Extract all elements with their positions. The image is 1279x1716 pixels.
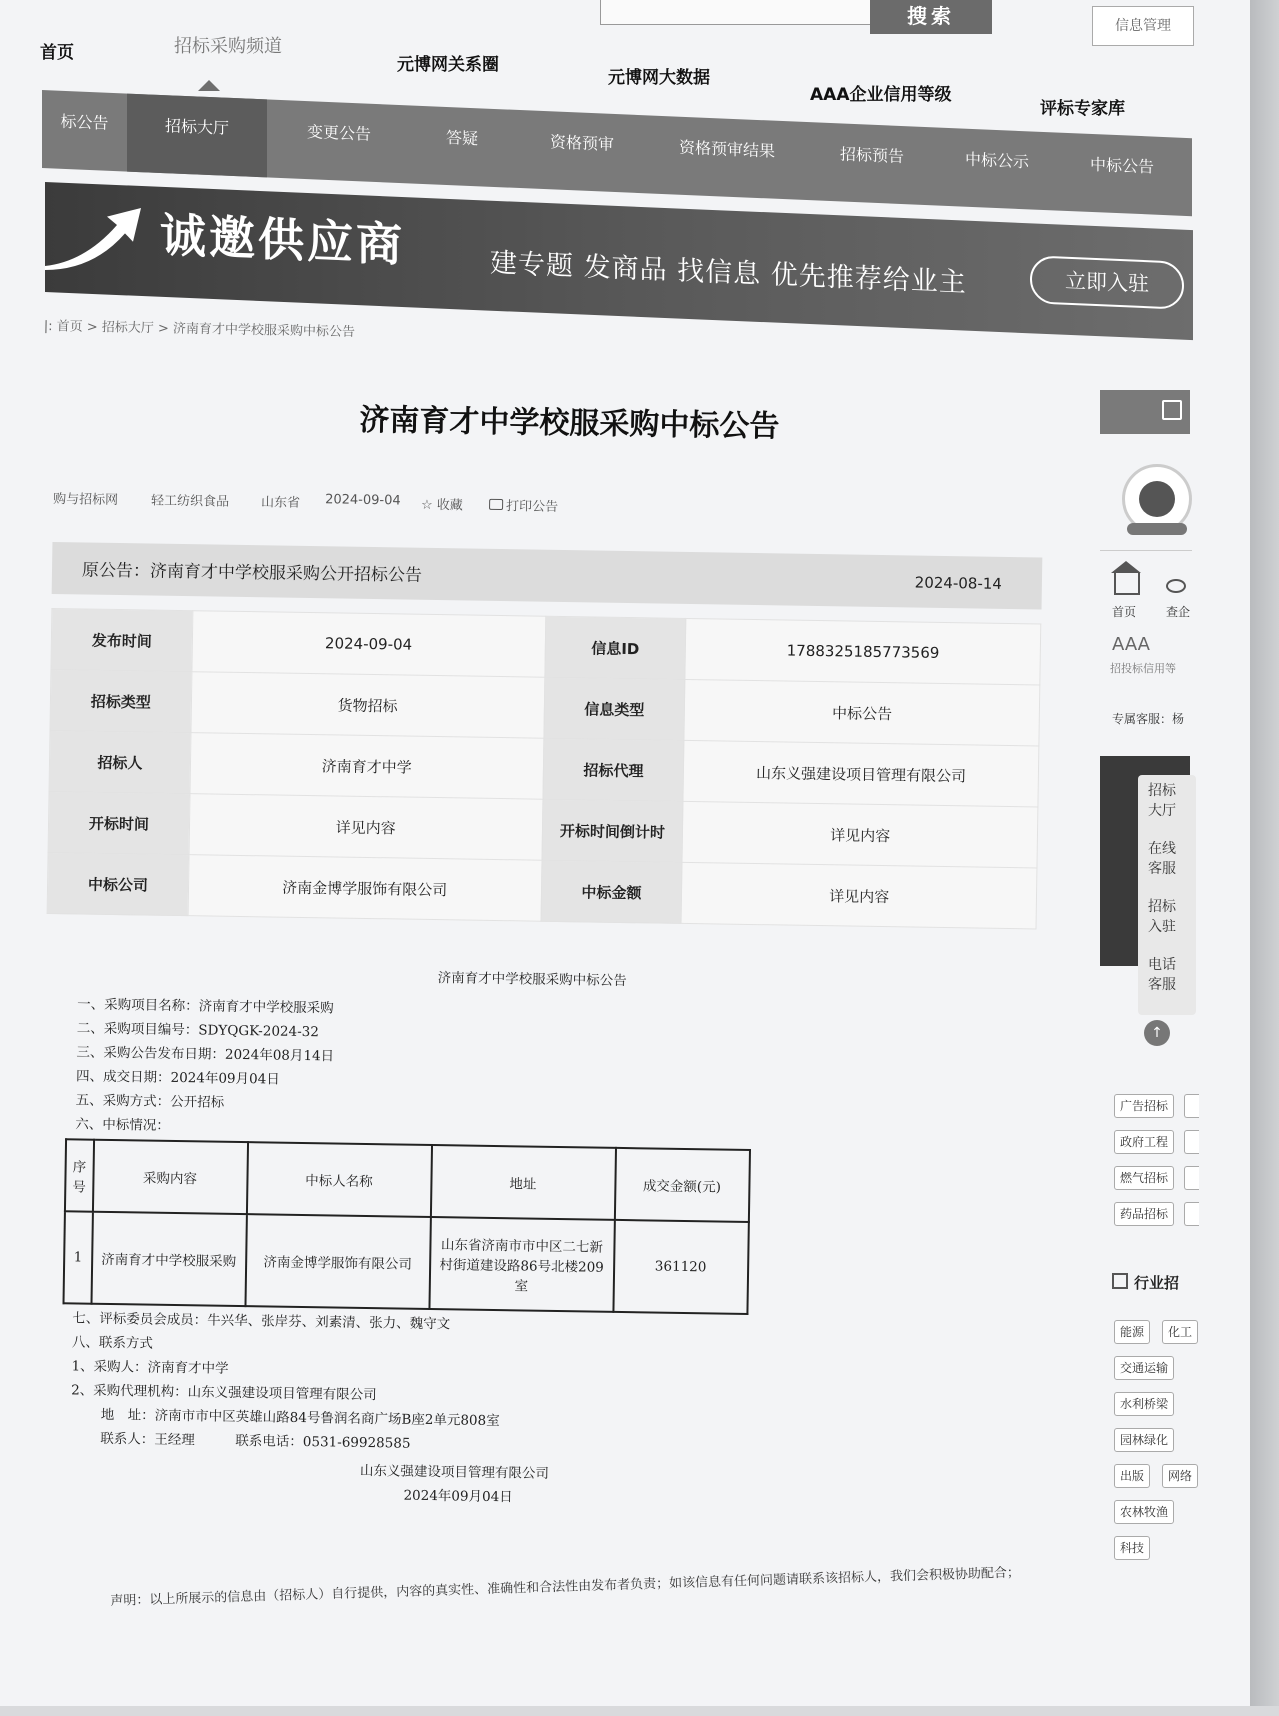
cell-key: 开标时间倒计时 xyxy=(542,799,684,862)
col-header-index: 序号 xyxy=(65,1139,94,1211)
doc-line: 1、采购人：济南育才中学 xyxy=(71,1358,229,1377)
original-notice-link[interactable]: 原公告：济南育才中学校服采购公开招标公告 xyxy=(81,560,423,586)
breadcrumb[interactable]: |: 首页 > 招标大厅 > 济南育才中学校服采购中标公告 xyxy=(43,318,356,340)
cell-key: 开标时间 xyxy=(48,791,190,854)
eye-icon[interactable] xyxy=(1166,579,1186,593)
cell-key: 中标公司 xyxy=(47,852,189,915)
doc-line: 联系人：王经理 联系电话：0531-69928585 xyxy=(100,1430,411,1452)
doc-line: 地 址：济南市市中区英雄山路84号鲁润名商广场B座2单元808室 xyxy=(100,1406,500,1430)
tag-chip-cut[interactable] xyxy=(1184,1166,1199,1190)
active-nav-indicator xyxy=(198,80,220,91)
nav-bidding-channel[interactable]: 招标采购频道 xyxy=(174,36,282,57)
tag-chip[interactable]: 能源 xyxy=(1114,1320,1150,1344)
search-input[interactable] xyxy=(600,0,872,25)
home-icon[interactable] xyxy=(1114,573,1140,595)
cell-value: 济南金博学服饰有限公司 xyxy=(188,855,542,922)
float-bid-hall[interactable]: 招标大厅 xyxy=(1148,783,1176,819)
tab-qa[interactable]: 答疑 xyxy=(445,127,478,149)
list-icon xyxy=(1112,1273,1128,1289)
tag-chip-cut[interactable] xyxy=(1184,1202,1199,1226)
cell-value: 详见内容 xyxy=(682,801,1037,868)
industry-section-title xyxy=(1112,1272,1179,1293)
doc-line: 七、评标委员会成员：牛兴华、张岸芬、刘素清、张力、魏守文 xyxy=(72,1310,451,1333)
industry-title-label: 行业招 xyxy=(1134,1274,1180,1292)
cell-key: 信息ID xyxy=(544,616,686,679)
cell-key: 中标金额 xyxy=(541,860,683,923)
meta-site[interactable]: 购与招标网 xyxy=(53,491,119,509)
tab-bid-forecast[interactable]: 招标预告 xyxy=(839,144,904,167)
page-edge xyxy=(1250,0,1279,1706)
tab-bid-hall[interactable]: 招标大厅 xyxy=(127,94,267,178)
sidebar-quicklinks xyxy=(1100,550,1192,631)
document-title: 济南育才中学校服采购中标公告 xyxy=(437,970,627,990)
doc-line: 一、采购项目名称：济南育才中学校服采购 xyxy=(77,996,334,1017)
tag-chip[interactable]: 科技 xyxy=(1114,1536,1150,1560)
float-online-service[interactable]: 在线客服 xyxy=(1148,841,1176,877)
disclaimer: 声明：以上所展示的信息由（招标人）自行提供，内容的真实性、准确性和合法性由发布者负责；如该信息有任何问题请联系该招标人，我们会积极协助配合； xyxy=(110,1565,1021,1609)
cell-value: 详见内容 xyxy=(189,794,543,861)
edit-bar[interactable] xyxy=(1100,390,1190,434)
nav-expert-library[interactable]: 评标专家库 xyxy=(1040,99,1125,119)
print-button[interactable] xyxy=(489,495,558,515)
float-join[interactable]: 招标入驻 xyxy=(1148,899,1176,935)
nav-home[interactable]: 首页 xyxy=(40,43,74,63)
sidebar-home-label[interactable]: 首页 xyxy=(1112,605,1137,619)
tab-prequalification[interactable]: 资格预审 xyxy=(549,132,614,154)
cell-content: 济南育才中学校服采购 xyxy=(91,1212,246,1306)
page-title: 济南育才中学校服采购中标公告 xyxy=(359,402,780,445)
tag-chip-cut[interactable] xyxy=(1184,1094,1199,1118)
cell-amount: 361120 xyxy=(613,1220,748,1314)
cell-winner: 济南金博学服饰有限公司 xyxy=(245,1214,430,1309)
tag-chip[interactable]: 出版 xyxy=(1114,1464,1150,1488)
original-notice[interactable] xyxy=(52,542,1043,610)
article xyxy=(34,380,1055,1716)
logo-badge xyxy=(1127,523,1187,535)
cell-value: 货物招标 xyxy=(191,672,545,739)
doc-line: 二、采购项目编号：SDYQGK-2024-32 xyxy=(76,1020,320,1041)
doc-line: 2、采购代理机构：山东义强建设项目管理有限公司 xyxy=(71,1382,377,1404)
tag-chip[interactable]: 药品招标 xyxy=(1114,1202,1174,1226)
cell-key: 招标代理 xyxy=(543,738,685,801)
banner-slogan: 建专题 发商品 找信息 优先推荐给业主 xyxy=(490,247,967,299)
nav-relation-circle[interactable]: 元博网关系圈 xyxy=(397,55,499,75)
table-row xyxy=(63,1211,748,1314)
search-button[interactable]: 搜索 xyxy=(870,0,992,34)
tag-chip[interactable]: 广告招标 xyxy=(1114,1094,1174,1118)
col-header-address: 地址 xyxy=(430,1145,615,1220)
col-header-amount: 成交金额(元) xyxy=(614,1148,749,1222)
info-table xyxy=(47,608,1042,930)
cell-key: 发布时间 xyxy=(51,608,193,671)
doc-line: 六、中标情况： xyxy=(75,1116,170,1134)
doc-line: 三、采购公告发布日期：2024年08月14日 xyxy=(76,1044,335,1065)
signature-company: 山东义强建设项目管理有限公司 xyxy=(359,1462,550,1482)
award-table xyxy=(62,1138,750,1315)
cell-value: 详见内容 xyxy=(681,862,1036,929)
tag-chip-cut[interactable] xyxy=(1184,1130,1199,1154)
meta-industry[interactable]: 轻工纺织食品 xyxy=(150,493,230,510)
tag-chip[interactable]: 农林牧渔 xyxy=(1114,1500,1174,1524)
article-meta xyxy=(53,488,1053,515)
printer-icon xyxy=(489,499,503,510)
col-header-winner: 中标人名称 xyxy=(246,1142,431,1217)
tag-chip[interactable]: 水利桥梁 xyxy=(1114,1392,1174,1416)
col-header-content: 采购内容 xyxy=(92,1140,247,1214)
cell-value: 1788325185773569 xyxy=(685,618,1040,685)
tab-prequal-result[interactable]: 资格预审结果 xyxy=(678,137,775,161)
cell-value: 山东义强建设项目管理有限公司 xyxy=(683,740,1038,807)
right-sidebar xyxy=(1098,390,1250,1610)
company-logo xyxy=(1122,464,1192,534)
tab-notice[interactable]: 标公告 xyxy=(60,111,109,133)
meta-date: 2024-09-04 xyxy=(325,492,401,509)
logo-mark-icon xyxy=(1139,481,1175,517)
cell-value: 中标公告 xyxy=(684,679,1039,746)
nav-big-data[interactable]: 元博网大数据 xyxy=(608,68,710,88)
tab-award-notice[interactable]: 中标公告 xyxy=(1089,154,1154,177)
print-label: 打印公告 xyxy=(505,499,559,515)
cell-key: 招标人 xyxy=(49,730,191,793)
tag-chip[interactable]: 网络 xyxy=(1162,1464,1198,1488)
tag-chip[interactable]: 燃气招标 xyxy=(1114,1166,1174,1190)
sidebar-check-label[interactable]: 查企 xyxy=(1166,605,1191,619)
banner-headline: 诚邀供应商 xyxy=(160,207,405,273)
arrow-icon xyxy=(45,200,145,274)
aaa-badge: AAA xyxy=(1112,634,1150,655)
cell-address: 山东省济南市市中区二七新村街道建设路86号北楼209室 xyxy=(429,1217,614,1312)
tab-change-notice[interactable]: 变更公告 xyxy=(306,122,371,144)
cell-index: 1 xyxy=(63,1211,92,1303)
tab-award-publicity[interactable]: 中标公示 xyxy=(964,149,1029,172)
doc-line: 八、联系方式 xyxy=(71,1334,154,1352)
table-header-row xyxy=(65,1139,750,1222)
aaa-subtitle: 招投标信用等 xyxy=(1110,662,1176,675)
tag-chip[interactable]: 化工 xyxy=(1162,1320,1198,1344)
exclusive-service[interactable]: 专属客服：杨 xyxy=(1112,712,1185,726)
nav-aaa-credit[interactable]: AAA企业信用等级 xyxy=(810,85,952,105)
tag-chip[interactable]: 政府工程 xyxy=(1114,1130,1174,1154)
notice-document xyxy=(68,960,968,1506)
back-to-top-button[interactable]: ↑ xyxy=(1144,1020,1170,1046)
edit-icon xyxy=(1162,400,1182,420)
cell-value: 2024-09-04 xyxy=(192,611,546,678)
cell-key: 信息类型 xyxy=(543,677,685,740)
original-notice-date: 2024-08-14 xyxy=(914,573,1003,593)
float-phone-service[interactable]: 电话客服 xyxy=(1148,957,1176,993)
join-now-button[interactable]: 立即入驻 xyxy=(1030,255,1184,309)
signature-date: 2024年09月04日 xyxy=(403,1487,513,1506)
doc-line: 四、成交日期：2024年09月04日 xyxy=(75,1068,280,1088)
favorite-button[interactable]: ☆ 收藏 xyxy=(420,497,463,514)
info-manage-button[interactable]: 信息管理 xyxy=(1092,6,1194,46)
meta-region[interactable]: 山东省 xyxy=(260,495,301,511)
tag-chip[interactable]: 交通运输 xyxy=(1114,1356,1174,1380)
cell-key: 招标类型 xyxy=(50,669,192,732)
tag-chip[interactable]: 园林绿化 xyxy=(1114,1428,1174,1452)
doc-line: 五、采购方式：公开招标 xyxy=(75,1092,225,1111)
cell-value: 济南育才中学 xyxy=(190,733,544,800)
floating-menu xyxy=(1138,775,1196,1015)
